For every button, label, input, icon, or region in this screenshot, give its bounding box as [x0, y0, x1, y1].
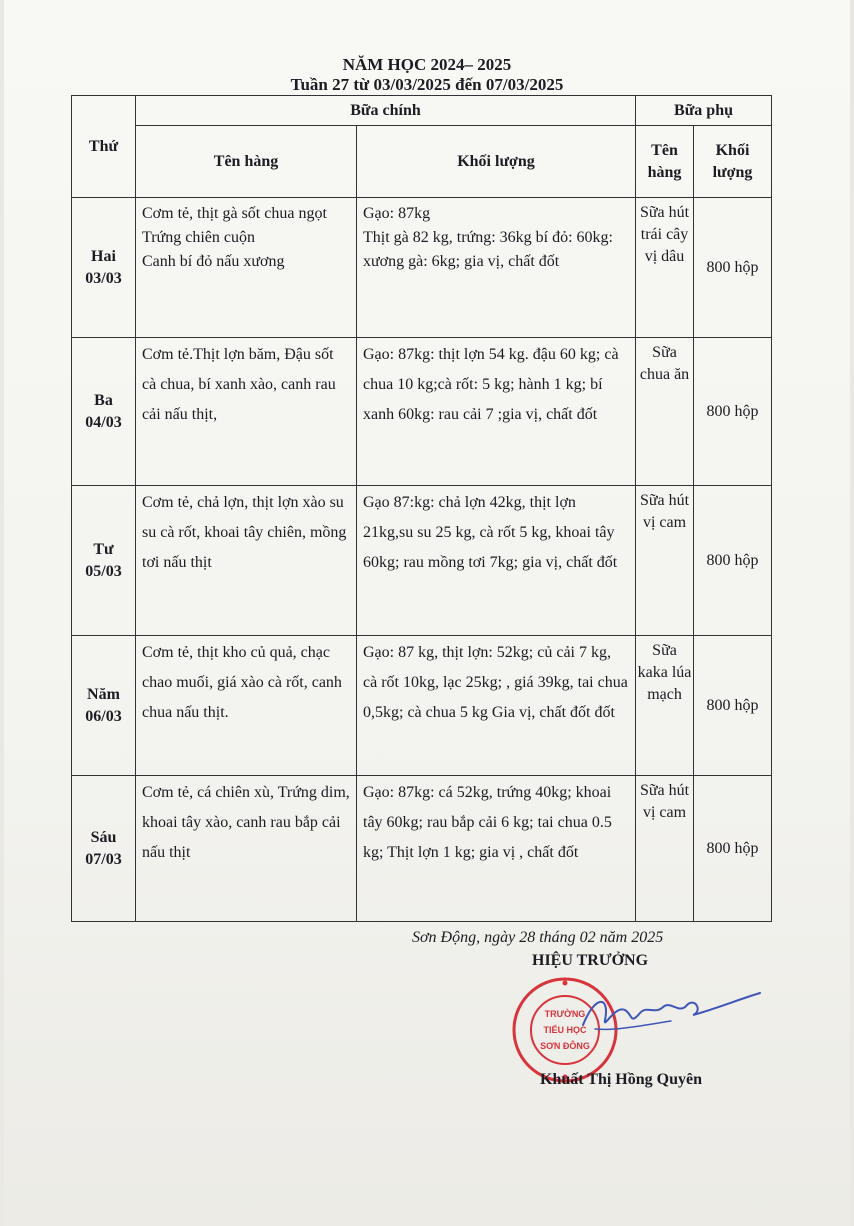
snack-name-cell: Sữa hút trái cây vị dâu	[636, 198, 694, 338]
quantity-cell	[357, 776, 636, 922]
weekly-menu-table	[71, 95, 772, 922]
quantity-line: Gạo: 87kg: cá 52kg, trứng 40kg; khoai tây 60kg; rau bắp cải 6 kg; tai chua 0.5 kg; Thịt lợn 1 kg; gia vị , chất đốt	[363, 784, 612, 861]
svg-text:TRƯỜNG: TRƯỜNG	[544, 1009, 586, 1019]
quantity-line: Gạo 87:kg: chả lợn 42kg, thịt lợn 21kg,su su 25 kg, cà rốt 5 kg, khoai tây 60kg; rau mồng tơi 7kg; gia vị, chất đốt	[363, 494, 618, 571]
quantity-cell	[357, 636, 636, 776]
table-row	[72, 486, 772, 636]
header-snack: Bữa phụ	[636, 96, 772, 126]
weekday-label: Sáu	[90, 828, 117, 846]
table-row	[72, 338, 772, 486]
snack-amount-cell: 800 hộp	[694, 776, 772, 922]
date-label: 03/03	[85, 269, 122, 287]
date-label: 07/03	[85, 850, 122, 868]
snack-amount-cell: 800 hộp	[694, 486, 772, 636]
day-cell	[72, 338, 136, 486]
dish-line: Cơm tẻ, thịt kho củ quả, chạc chao muối, giá xào cà rốt, canh chua nấu thịt.	[142, 644, 342, 721]
dish-cell	[136, 636, 357, 776]
handwritten-signature	[575, 985, 765, 1045]
table-row	[72, 198, 772, 338]
dish-line: Canh bí đỏ nấu xương	[142, 253, 285, 270]
place-date: Sơn Động, ngày 28 tháng 02 năm 2025	[412, 929, 664, 946]
dish-line: Cơm tẻ, chả lợn, thịt lợn xào su su cà rốt, khoai tây chiên, mồng tơi nấu thịt	[142, 494, 347, 571]
quantity-cell	[357, 198, 636, 338]
header-snack-quantity: Khối lượng	[694, 126, 772, 198]
day-cell	[72, 776, 136, 922]
snack-amount-cell: 800 hộp	[694, 636, 772, 776]
day-cell	[72, 198, 136, 338]
snack-amount-cell: 800 hộp	[694, 338, 772, 486]
week-heading: Tuần 27 từ 03/03/2025 đến 07/03/2025	[290, 75, 564, 94]
snack-name-cell: Sữa hút vị cam	[636, 486, 694, 636]
quantity-line: Gạo: 87kg: thịt lợn 54 kg. đậu 60 kg; cà chua 10 kg;cà rốt: 5 kg; hành 1 kg; bí xanh 60kg: rau cải 7 ;gia vị, chất đốt	[363, 346, 619, 423]
header-day: Thứ	[72, 96, 136, 198]
quantity-line: Thịt gà 82 kg, trứng: 36kg bí đỏ: 60kg: xương gà: 6kg; gia vị, chất đốt	[363, 229, 613, 270]
table-row	[72, 636, 772, 776]
weekday-label: Hai	[91, 247, 116, 265]
dish-cell	[136, 338, 357, 486]
header-quantity: Khối lượng	[357, 126, 636, 198]
snack-name-cell: Sữa hút vị cam	[636, 776, 694, 922]
svg-text:SƠN ĐÔNG: SƠN ĐÔNG	[540, 1041, 590, 1051]
date-label: 05/03	[85, 562, 122, 580]
header-dish-name: Tên hàng	[136, 126, 357, 198]
day-cell	[72, 636, 136, 776]
dish-cell	[136, 486, 357, 636]
dish-line: Cơm tẻ, thịt gà sốt chua ngọt	[142, 205, 327, 222]
svg-text:TIỂU HỌC: TIỂU HỌC	[543, 1025, 587, 1035]
weekday-label: Năm	[87, 685, 120, 703]
weekday-label: Tư	[93, 540, 114, 558]
header-main-meal: Bữa chính	[136, 96, 636, 126]
quantity-cell	[357, 338, 636, 486]
dish-line: Trứng chiên cuộn	[142, 229, 255, 246]
quantity-line: Gạo: 87 kg, thịt lợn: 52kg; củ cải 7 kg, cà rốt 10kg, lạc 25kg; , giá 39kg, tai chua 0,5kg; cà chua 5 kg Gia vị, chất đốt đốt	[363, 644, 628, 721]
dish-cell	[136, 198, 357, 338]
snack-name-cell: Sữa kaka lúa mạch	[636, 636, 694, 776]
snack-amount-cell: 800 hộp	[694, 198, 772, 338]
principal-name: Khuất Thị Hồng Quyên	[540, 1071, 702, 1088]
school-year-heading: NĂM HỌC 2024– 2025	[342, 55, 512, 74]
date-label: 06/03	[85, 707, 122, 725]
date-label: 04/03	[85, 413, 122, 431]
dish-cell	[136, 776, 357, 922]
dish-line: Cơm tẻ, cá chiên xù, Trứng dim, khoai tây xào, canh rau bắp cải nấu thịt	[142, 784, 350, 861]
quantity-line: Gạo: 87kg	[363, 205, 431, 222]
weekday-label: Ba	[94, 391, 113, 409]
snack-name-cell: Sữa chua ăn	[636, 338, 694, 486]
quantity-cell	[357, 486, 636, 636]
header-snack-name: Tên hàng	[636, 126, 694, 198]
principal-title: HIỆU TRƯỞNG	[532, 952, 649, 969]
day-cell	[72, 486, 136, 636]
table-row	[72, 776, 772, 922]
dish-line: Cơm tẻ.Thịt lợn băm, Đậu sốt cà chua, bí xanh xào, canh rau cải nấu thịt,	[142, 346, 336, 423]
